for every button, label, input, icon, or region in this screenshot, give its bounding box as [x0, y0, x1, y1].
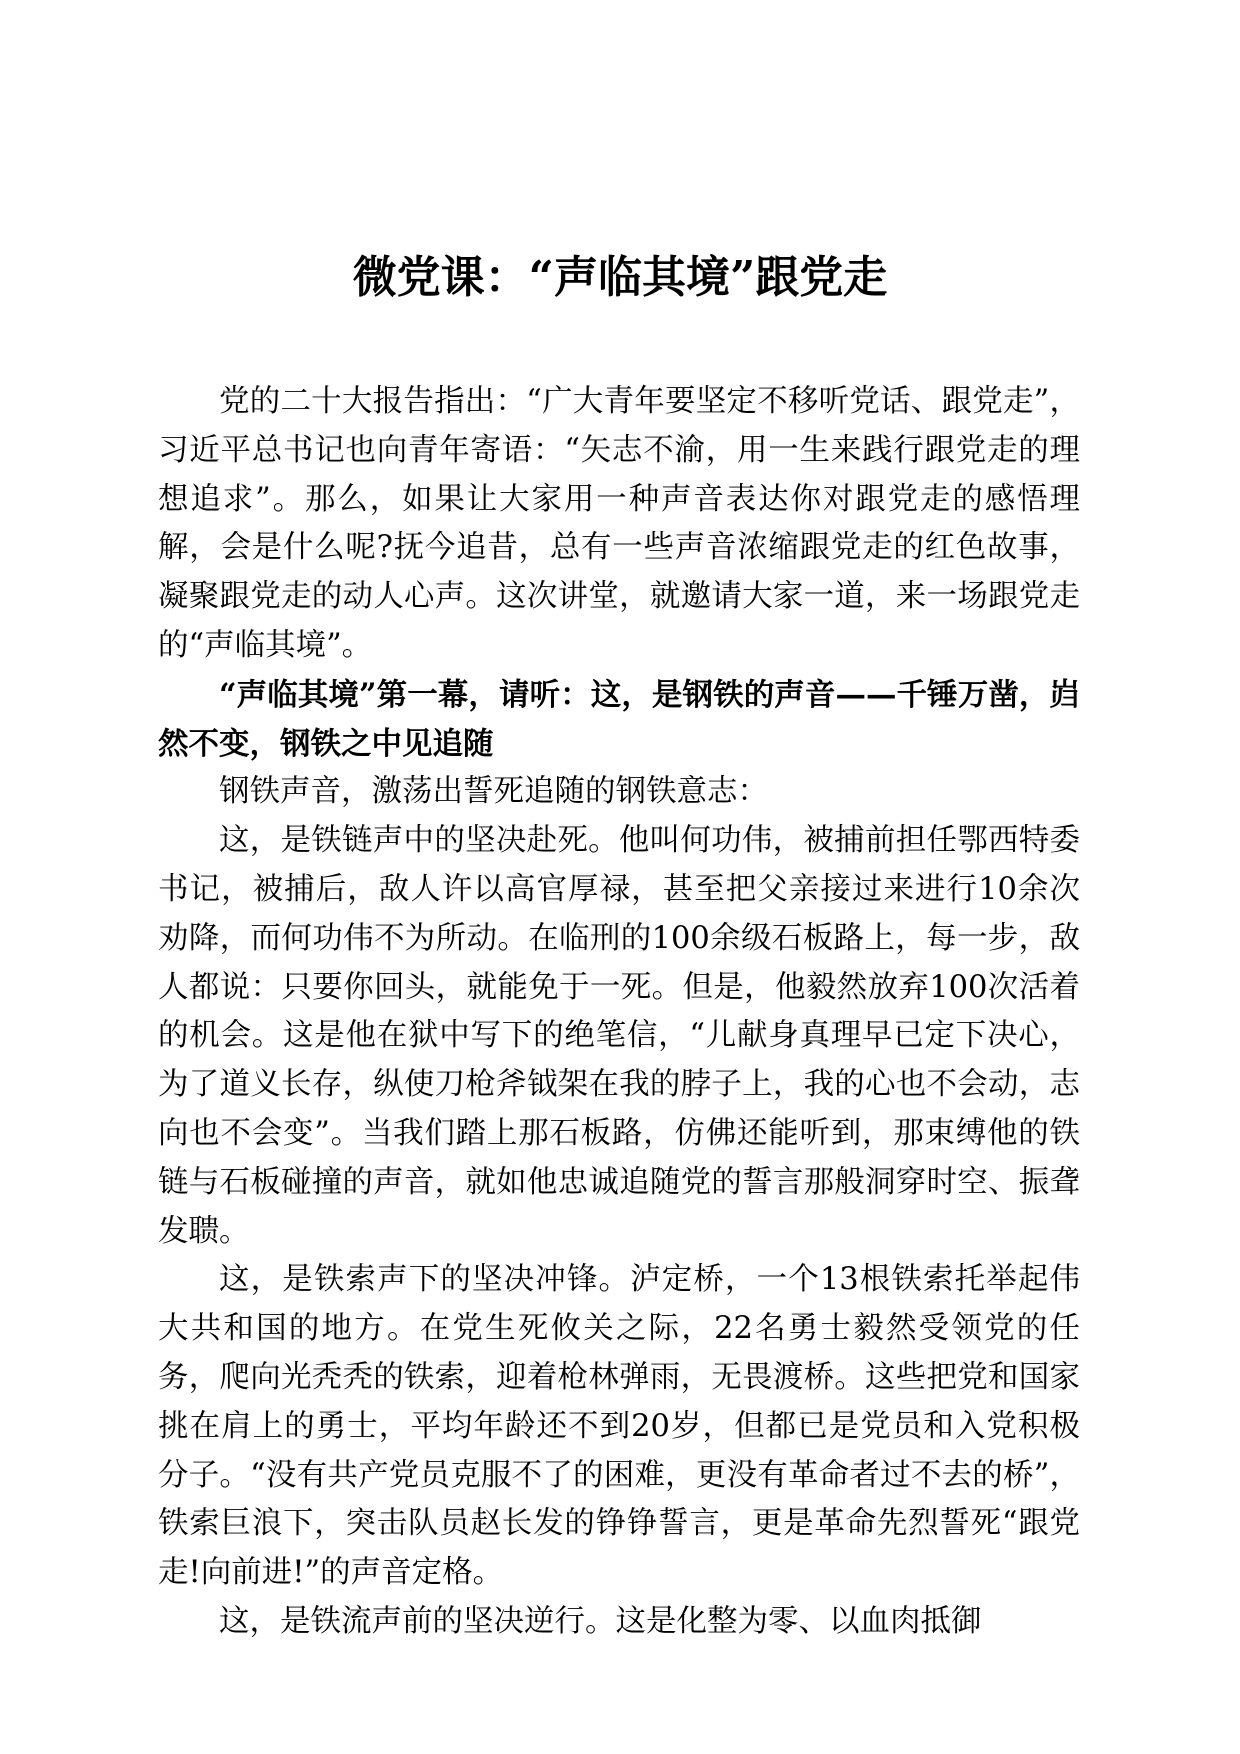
document-title: 微党课：“声临其境”跟党走: [352, 252, 888, 303]
paragraph-he-gongwei: 这，是铁链声中的坚决赴死。他叫何功伟，被捕前担任鄂西特委书记，被捕后，敌人许以高官厚禄，甚至把父亲接过来进行10余次劝降，而何功伟不为所动。在临刑的100余级石板路上，每一步，敌人都说：只要你回头，就能免于一死。但是，他毅然放弃100次活着的机会。这是他在狱中写下的绝笔信，“儿献身真理早已定下决心，为了道义长存，纵使刀枪斧钺架在我的脖子上，我的心也不会动，志向也不会变”。当我们踏上那石板路，仿佛还能听到，那束缚他的铁链与石板碰撞的声音，就如他忠诚追随党的誓言那般洞穿时空、振聋发聩。: [158, 823, 1080, 1249]
section-heading: “声临其境”第一幕，请听：这，是钢铁的声音——千锤万凿，岿然不变，钢铁之中见追随: [158, 676, 1080, 762]
paragraph-luding-bridge: 这，是铁索声下的坚决冲锋。泸定桥，一个13根铁索托举起伟大共和国的地方。在党生死攸关之际，22名勇士毅然受领党的任务，爬向光秃秃的铁索，迎着枪林弹雨，无畏渡桥。这些把党和国家挑在肩上的勇士，平均年龄还不到20岁，但都已是党员和入党积极分子。“没有共产党员克服不了的困难，更没有革命者过不去的桥”，铁索巨浪下，突击队员赵长发的铮铮誓言，更是革命先烈誓死“跟党走!向前进!”的声音定格。: [158, 1262, 1080, 1591]
paragraph-lead: 钢铁声音，激荡出誓死追随的钢铁意志：: [219, 774, 768, 810]
paragraph-iron-flow: 这，是铁流声前的坚决逆行。这是化整为零、以血肉抵御: [219, 1603, 982, 1639]
document-body: [158, 378, 1080, 1647]
paragraph-intro: 党的二十大报告指出：“广大青年要坚定不移听党话、跟党走”，习近平总书记也向青年寄语：“矢志不渝，用一生来践行跟党走的理想追求”。那么，如果让大家用一种声音表达你对跟党走的感悟理解，会是什么呢?抚今追昔，总有一些声音浓缩跟党走的红色故事，凝聚跟党走的动人心声。这次讲堂，就邀请大家一道，来一场跟党走的“声临其境”。: [158, 384, 1080, 663]
